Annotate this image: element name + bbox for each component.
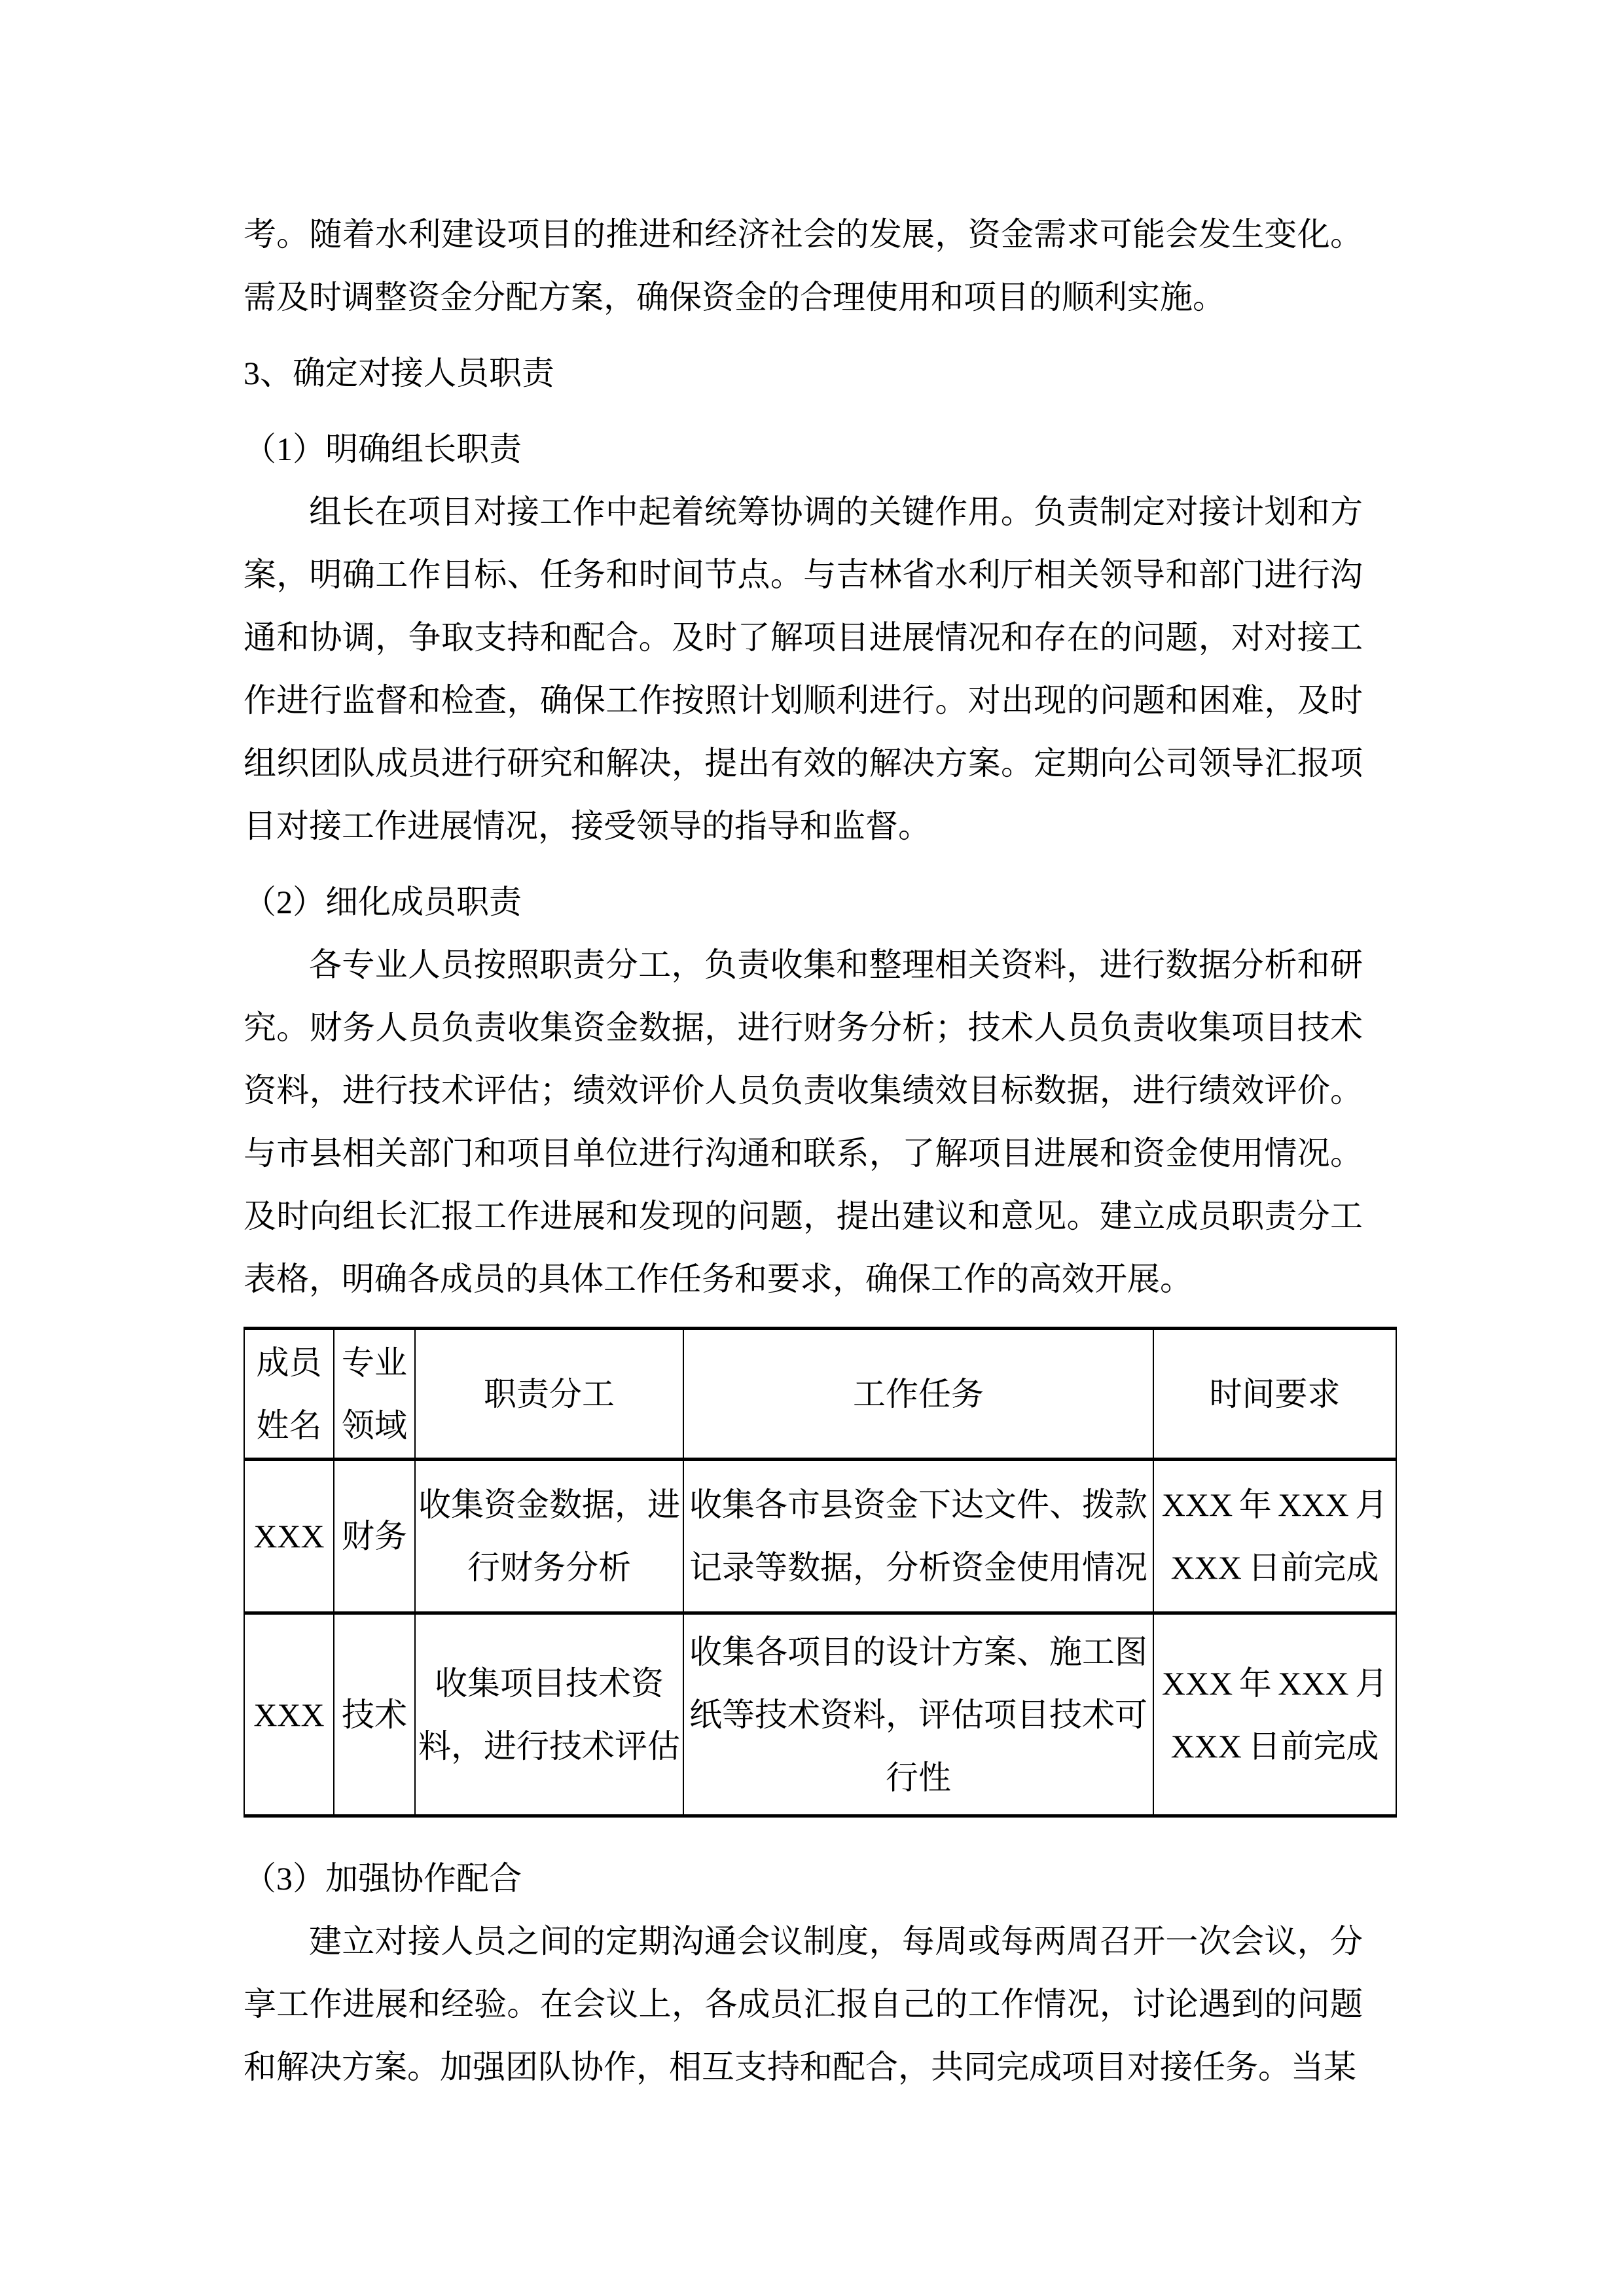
cell-specialty: 技术 (334, 1613, 415, 1816)
cell-duty-division: 收集项目技术资料，进行技术评估 (415, 1613, 683, 1816)
col-header-member-name: 成员姓名 (244, 1329, 334, 1460)
cell-duty-division: 收集资金数据，进行财务分析 (415, 1460, 683, 1613)
paragraph-member-duties: 各专业人员按照职责分工，负责收集和整理相关资料，进行数据分析和研究。财务人员负责收集资金数据，进行财务分析；技术人员负责收集项目技术资料，进行技术评估；绩效评价人员负责收集绩效目标数据，进行绩效评价。与市县相关部门和项目单位进行沟通和联系，了解项目进展和资金使用情况。及时向组长汇报工作进展和发现的问题，提出建议和意见。建立成员职责分工表格，明确各成员的具体工作任务和要求，确保工作的高效开展。 (244, 946, 1363, 1297)
col-header-work-task: 工作任务 (683, 1329, 1153, 1460)
heading-3-2-member-duties: （2）细化成员职责 (244, 884, 522, 920)
col-header-specialty: 专业领域 (334, 1329, 415, 1460)
paragraph-funding-adjustment: 考。随着水利建设项目的推进和经济社会的发展，资金需求可能会发生变化。需及时调整资金分配方案，确保资金的合理使用和项目的顺利实施。 (244, 216, 1363, 315)
cell-work-task: 收集各项目的设计方案、施工图纸等技术资料，评估项目技术可行性 (683, 1613, 1153, 1816)
paragraph-cooperation: 建立对接人员之间的定期沟通会议制度，每周或每两周召开一次会议，分享工作进展和经验。在会议上，各成员汇报自己的工作情况，讨论遇到的问题和解决方案。加强团队协作，相互支持和配合，共同完成项目对接任务。当某 (244, 1923, 1363, 2085)
heading-3-3-cooperation: （3）加强协作配合 (244, 1860, 522, 1897)
table-row-finance (244, 1460, 1396, 1613)
col-header-duty-division: 职责分工 (415, 1329, 683, 1460)
cell-member-name: XXX (244, 1460, 334, 1613)
cell-time-requirement: XXX 年 XXX 月 XXX 日前完成 (1153, 1460, 1396, 1613)
table-header-row (244, 1329, 1396, 1460)
member-duty-table (244, 1327, 1397, 1818)
table-row-technical (244, 1613, 1396, 1816)
cell-member-name: XXX (244, 1613, 334, 1816)
document-content (244, 203, 1402, 2098)
cell-time-requirement: XXX 年 XXX 月 XXX 日前完成 (1153, 1613, 1396, 1816)
cell-work-task: 收集各市县资金下达文件、拨款记录等数据，分析资金使用情况 (683, 1460, 1153, 1613)
col-header-time-requirement: 时间要求 (1153, 1329, 1396, 1460)
heading-3-1-leader-duties: （1）明确组长职责 (244, 431, 522, 467)
paragraph-leader-duties: 组长在项目对接工作中起着统筹协调的关键作用。负责制定对接计划和方案，明确工作目标、任务和时间节点。与吉林省水利厅相关领导和部门进行沟通和协调，争取支持和配合。及时了解项目进展情况和存在的问题，对对接工作进行监督和检查，确保工作按照计划顺利进行。对出现的问题和困难，及时组织团队成员进行研究和解决，提出有效的解决方案。定期向公司领导汇报项目对接工作进展情况，接受领导的指导和监督。 (244, 493, 1363, 844)
cell-specialty: 财务 (334, 1460, 415, 1613)
heading-section-3: 3、确定对接人员职责 (244, 355, 554, 391)
